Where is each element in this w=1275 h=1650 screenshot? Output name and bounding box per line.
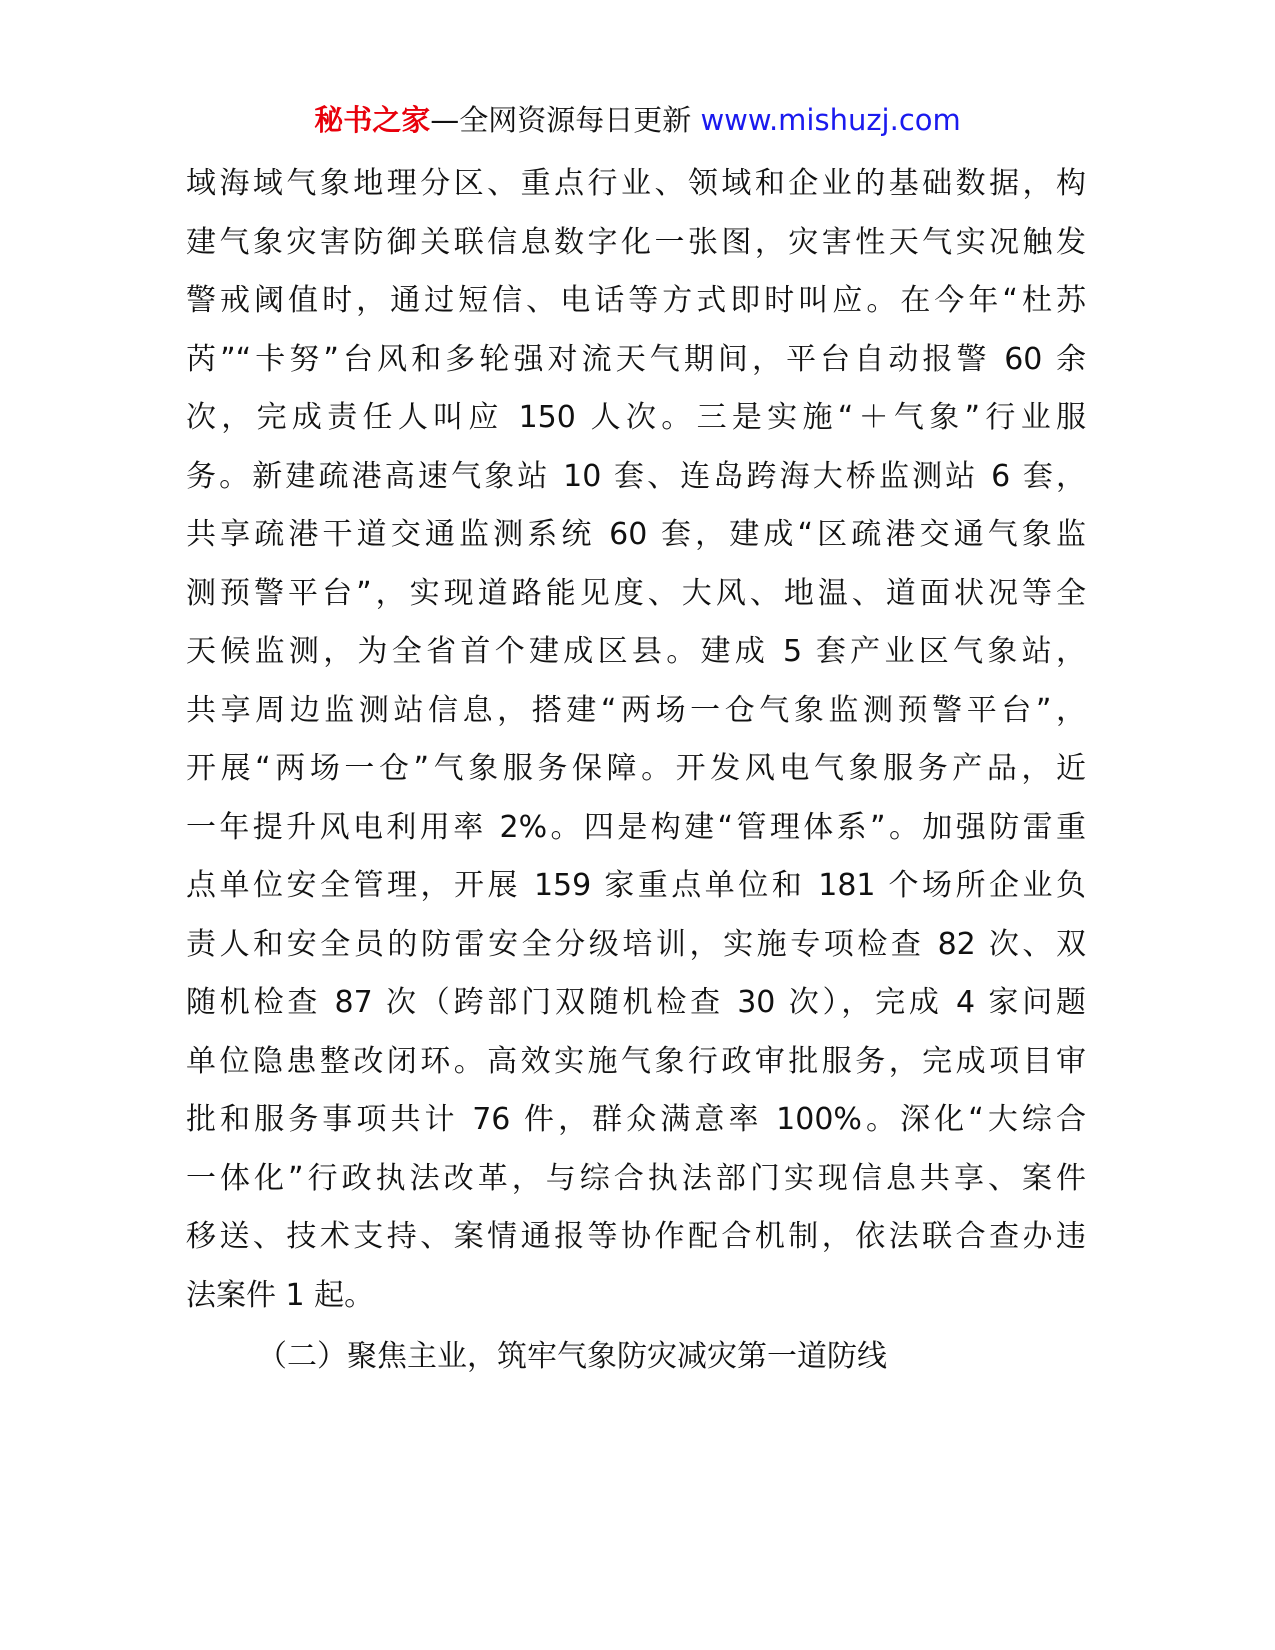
body-line: 共享疏港干道交通监测系统 60 套，建成“区疏港交通气象监 [186, 517, 1086, 552]
body-line: 开展“两场一仓”气象服务保障。开发风电气象服务产品，近 [186, 751, 1086, 786]
body-line: 警戒阈值时，通过短信、电话等方式即时叫应。在今年“杜苏 [186, 283, 1086, 318]
body-line: 点单位安全管理，开展 159 家重点单位和 181 个场所企业负 [186, 868, 1086, 903]
document-body [186, 155, 1086, 1325]
body-line: 测预警平台”，实现道路能见度、大风、地温、道面状况等全 [186, 575, 1086, 611]
body-line: 域海域气象地理分区、重点行业、领域和企业的基础数据，构 [186, 166, 1086, 201]
body-line: 随机检查 87 次（跨部门双随机检查 30 次），完成 4 家问题 [186, 985, 1086, 1020]
body-line: 移送、技术支持、案情通报等协作配合机制，依法联合查办违 [186, 1219, 1086, 1254]
body-line: 一年提升风电利用率 2%。四是构建“管理体系”。加强防雷重 [186, 809, 1086, 845]
body-line: 次，完成责任人叫应 150 人次。三是实施“＋气象”行业服 [186, 400, 1086, 435]
body-line: 天候监测，为全省首个建成区县。建成 5 套产业区气象站， [186, 634, 1086, 669]
header-brand: 秘书之家 [314, 103, 431, 137]
body-line: 单位隐患整改闭环。高效实施气象行政审批服务，完成项目审 [186, 1043, 1086, 1079]
body-line: 责人和安全员的防雷安全分级培训，实施专项检查 82 次、双 [186, 926, 1086, 962]
body-line: 建气象灾害防御关联信息数字化一张图，灾害性天气实况触发 [186, 224, 1086, 260]
body-line: 务。新建疏港高速气象站 10 套、连岛跨海大桥监测站 6 套， [186, 458, 1086, 494]
header-tagline: —全网资源每日更新 [430, 103, 701, 137]
section-heading: （二）聚焦主业，筑牢气象防灾减灾第一道防线 [257, 1339, 887, 1374]
body-line: 法案件 1 起。 [186, 1277, 375, 1313]
body-line: 批和服务事项共计 76 件，群众满意率 100%。深化“大综合 [186, 1102, 1086, 1137]
page-header [0, 100, 1275, 140]
header-site-link[interactable]: www.mishuzj.com [700, 103, 961, 137]
body-line: 一体化”行政执法改革，与综合执法部门实现信息共享、案件 [186, 1160, 1086, 1196]
body-line: 芮”“卡努”台风和多轮强对流天气期间，平台自动报警 60 余 [186, 341, 1086, 377]
body-line: 共享周边监测站信息，搭建“两场一仓气象监测预警平台”， [186, 692, 1086, 728]
